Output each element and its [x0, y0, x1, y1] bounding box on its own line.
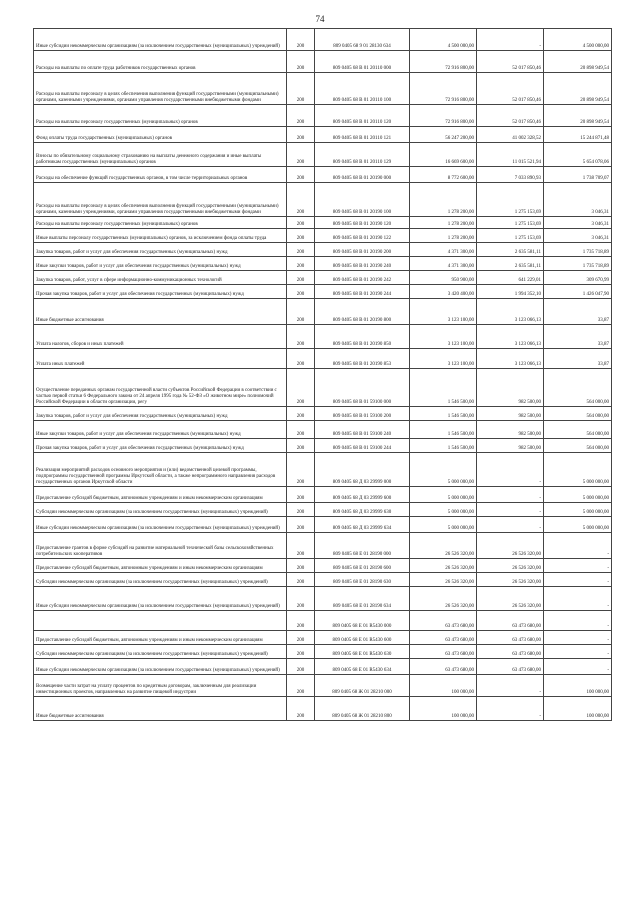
row-code: 200 [287, 369, 315, 407]
budget-table [33, 28, 612, 721]
row-kbk: 809 0405 68 В 01 20110 120 [315, 105, 410, 127]
executed-amount: - [477, 487, 544, 503]
table-row [34, 439, 612, 453]
table-row [34, 229, 612, 243]
executed-amount: 2 635 581,11 [477, 257, 544, 271]
table-row [34, 407, 612, 421]
row-name: Осуществление переданных органам государственной власти субъектов Российской Федерации в соответствии с частью первой статьи 6 Федерального закона от 24 апреля 1995 года № 52-ФЗ «О животном мире» полномочий Российской Федерации в области организации, регу [34, 369, 287, 407]
row-kbk: 809 0405 68 Е 01 28190 000 [315, 533, 410, 559]
approved-amount: 1 278 200,00 [410, 229, 477, 243]
row-kbk: 809 0405 68 Ж 01 28210 000 [315, 675, 410, 697]
table-row [34, 105, 612, 127]
approved-amount: 1 278 200,00 [410, 217, 477, 229]
row-code: 200 [287, 229, 315, 243]
executed-amount: 11 015 521,94 [477, 143, 544, 167]
row-code: 200 [287, 105, 315, 127]
approved-amount: 63 473 680,00 [410, 611, 477, 631]
row-name: Иные бюджетные ассигнования [34, 299, 287, 325]
row-name: Расходы на обеспечение функций государственных органов, в том числе территориальных органов [34, 167, 287, 183]
executed-amount: - [477, 697, 544, 721]
row-kbk: 809 0405 68 В 01 20190 800 [315, 299, 410, 325]
approved-amount: 26 526 320,00 [410, 559, 477, 573]
row-kbk: 809 0405 68 В 01 20190 000 [315, 167, 410, 183]
row-name: Субсидии некоммерческим организациям (за исключением государственных (муниципальных) учреждений) [34, 645, 287, 659]
executed-amount: 26 526 320,00 [477, 587, 544, 611]
approved-amount: 3 123 100,00 [410, 299, 477, 325]
row-kbk: 809 0405 68 Е 01 R5430 634 [315, 659, 410, 675]
row-kbk: 809 0405 68 Д 03 29999 000 [315, 453, 410, 487]
row-name: Реализация мероприятий расходов основного мероприятия и (или) ведомственной целевой программы, подпрограммы государственной программы Иркутской области, а также непрограммного направления расходов государственных органов Иркутской области [34, 453, 287, 487]
row-code: 200 [287, 127, 315, 143]
executed-amount: 63 473 680,00 [477, 631, 544, 645]
unexecuted-amount: 20 898 949,54 [544, 105, 612, 127]
row-kbk: 809 0405 68 В 01 20190 122 [315, 229, 410, 243]
approved-amount: 72 916 800,00 [410, 73, 477, 105]
row-kbk: 809 0405 68 Е 01 28190 600 [315, 559, 410, 573]
approved-amount: 1 546 500,00 [410, 369, 477, 407]
row-name: Предоставление субсидий бюджетным, автономным учреждениям и иным некоммерческим организациям [34, 631, 287, 645]
unexecuted-amount: 20 898 949,54 [544, 73, 612, 105]
executed-amount: 982 500,00 [477, 439, 544, 453]
unexecuted-amount: 564 000,00 [544, 439, 612, 453]
table-row [34, 325, 612, 349]
unexecuted-amount: 5 000 000,00 [544, 487, 612, 503]
row-kbk: 809 0405 68 В 01 20110 000 [315, 51, 410, 73]
executed-amount: 63 473 680,00 [477, 659, 544, 675]
row-name: Закупка товаров, работ и услуг для обеспечения государственных (муниципальных) нужд [34, 243, 287, 257]
row-name: Субсидии некоммерческим организациям (за исключением государственных (муниципальных) учреждений) [34, 573, 287, 587]
approved-amount: 5 000 000,00 [410, 503, 477, 517]
row-kbk: 809 0405 68 В 01 20190 244 [315, 285, 410, 299]
executed-amount: 7 033 890,93 [477, 167, 544, 183]
row-code: 200 [287, 439, 315, 453]
unexecuted-amount: - [544, 533, 612, 559]
row-code: 200 [287, 51, 315, 73]
unexecuted-amount: 3 046,31 [544, 229, 612, 243]
row-name: Взносы по обязательному социальному страхованию на выплаты денежного содержания и иные выплаты работникам государственных (муниципальных) органов [34, 143, 287, 167]
row-name: Расходы на выплаты персоналу государственных (муниципальных) органов [34, 105, 287, 127]
unexecuted-amount: - [544, 611, 612, 631]
unexecuted-amount: 5 000 000,00 [544, 453, 612, 487]
row-name: Предоставление грантов в форме субсидий на развитие материальной технической базы сельскохозяйственных потребительских кооперативов [34, 533, 287, 559]
table-row [34, 167, 612, 183]
table-row [34, 369, 612, 407]
row-kbk: 809 0405 68 В 01 59100 200 [315, 407, 410, 421]
executed-amount: 982 500,00 [477, 407, 544, 421]
approved-amount: 26 526 320,00 [410, 573, 477, 587]
row-kbk: 809 0405 68 Е 01 R5430 630 [315, 645, 410, 659]
approved-amount: 8 772 600,00 [410, 167, 477, 183]
row-kbk: 809 0405 68 9 01 28130 634 [315, 29, 410, 51]
approved-amount: 5 000 000,00 [410, 453, 477, 487]
row-name: Расходы на выплаты персоналу в целях обеспечения выполнения функций государственными (муниципальными) органами, казенными учреждениями, органами управления государственными внебюджетными фондами [34, 183, 287, 217]
row-kbk: 809 0405 68 В 01 20190 200 [315, 243, 410, 257]
approved-amount: 5 000 000,00 [410, 517, 477, 533]
executed-amount: 52 017 850,46 [477, 51, 544, 73]
row-code: 200 [287, 299, 315, 325]
row-name: Иные субсидии некоммерческим организациям (за исключением государственных (муниципальных) учреждений) [34, 587, 287, 611]
row-kbk: 809 0405 68 Е 01 28190 630 [315, 573, 410, 587]
unexecuted-amount: 564 000,00 [544, 369, 612, 407]
row-code: 200 [287, 631, 315, 645]
table-row [34, 51, 612, 73]
unexecuted-amount: - [544, 645, 612, 659]
approved-amount: 1 546 500,00 [410, 439, 477, 453]
executed-amount: 26 526 320,00 [477, 573, 544, 587]
approved-amount: 4 500 000,00 [410, 29, 477, 51]
table-row [34, 517, 612, 533]
table-row [34, 257, 612, 271]
table-row [34, 697, 612, 721]
table-row [34, 421, 612, 439]
row-name: Уплата иных платежей [34, 349, 287, 369]
unexecuted-amount: 15 244 871,48 [544, 127, 612, 143]
row-code: 200 [287, 611, 315, 631]
row-code: 200 [287, 29, 315, 51]
approved-amount: 3 123 100,00 [410, 325, 477, 349]
table-row [34, 183, 612, 217]
table-row [34, 127, 612, 143]
row-name: Уплата налогов, сборов и иных платежей [34, 325, 287, 349]
row-code: 200 [287, 73, 315, 105]
table-row [34, 285, 612, 299]
row-code: 200 [287, 559, 315, 573]
executed-amount: 3 123 066,13 [477, 349, 544, 369]
row-code: 200 [287, 697, 315, 721]
unexecuted-amount: 3 046,31 [544, 217, 612, 229]
row-code: 200 [287, 659, 315, 675]
unexecuted-amount: - [544, 573, 612, 587]
unexecuted-amount: 309 670,99 [544, 271, 612, 285]
table-row [34, 573, 612, 587]
row-code: 200 [287, 143, 315, 167]
row-kbk: 809 0405 68 Д 03 29999 634 [315, 517, 410, 533]
row-code: 200 [287, 407, 315, 421]
approved-amount: 1 546 500,00 [410, 421, 477, 439]
row-code: 200 [287, 285, 315, 299]
row-code: 200 [287, 349, 315, 369]
row-code: 200 [287, 573, 315, 587]
approved-amount: 100 000,00 [410, 675, 477, 697]
row-code: 200 [287, 271, 315, 285]
approved-amount: 63 473 680,00 [410, 645, 477, 659]
row-name: Расходы на выплаты персоналу государственных (муниципальных) органов [34, 217, 287, 229]
table-row [34, 487, 612, 503]
row-kbk: 809 0405 68 В 01 20110 129 [315, 143, 410, 167]
table-row [34, 73, 612, 105]
table-row [34, 659, 612, 675]
executed-amount: 1 275 153,69 [477, 217, 544, 229]
table-row [34, 243, 612, 257]
row-kbk: 809 0405 68 В 01 20110 121 [315, 127, 410, 143]
executed-amount: - [477, 453, 544, 487]
unexecuted-amount: 1 738 709,07 [544, 167, 612, 183]
table-row [34, 299, 612, 325]
approved-amount: 16 669 600,00 [410, 143, 477, 167]
table-row [34, 611, 612, 631]
row-name: Расходы на выплаты персоналу в целях обеспечения выполнения функций государственными (муниципальными) органами, казенными учреждениями, органами управления государственными внебюджетными фондами [34, 73, 287, 105]
executed-amount: - [477, 503, 544, 517]
row-code: 200 [287, 257, 315, 271]
executed-amount: 26 526 320,00 [477, 533, 544, 559]
row-code: 200 [287, 645, 315, 659]
row-name [34, 611, 287, 631]
table-row [34, 675, 612, 697]
unexecuted-amount: 564 000,00 [544, 421, 612, 439]
approved-amount: 56 247 200,00 [410, 127, 477, 143]
row-kbk: 809 0405 68 В 01 59100 244 [315, 439, 410, 453]
table-row [34, 645, 612, 659]
row-name: Возмещение части затрат на уплату процентов по кредитным договорам, заключенным для реализации инвестиционных проектов, направленных на развитие пищевой индустрии [34, 675, 287, 697]
row-kbk: 809 0405 68 Е 01 R5430 000 [315, 611, 410, 631]
approved-amount: 1 546 500,00 [410, 407, 477, 421]
unexecuted-amount: 4 500 000,00 [544, 29, 612, 51]
approved-amount: 5 000 000,00 [410, 487, 477, 503]
row-kbk: 809 0405 68 Д 03 29999 600 [315, 487, 410, 503]
approved-amount: 63 473 680,00 [410, 659, 477, 675]
table-row [34, 587, 612, 611]
row-code: 200 [287, 325, 315, 349]
approved-amount: 72 916 800,00 [410, 51, 477, 73]
row-code: 200 [287, 453, 315, 487]
table-row [34, 503, 612, 517]
row-name: Иные бюджетные ассигнования [34, 697, 287, 721]
row-name: Закупка товаров, работ, услуг в сфере информационно-коммуникационных технологий [34, 271, 287, 285]
row-kbk: 809 0405 68 В 01 20190 242 [315, 271, 410, 285]
executed-amount: 982 500,00 [477, 421, 544, 439]
executed-amount: 52 017 850,46 [477, 73, 544, 105]
row-name: Предоставление субсидий бюджетным, автономным учреждениям и иным некоммерческим организациям [34, 487, 287, 503]
approved-amount: 3 420 400,00 [410, 285, 477, 299]
row-name: Иные субсидии некоммерческим организациям (за исключением государственных (муниципальных) учреждений) [34, 517, 287, 533]
executed-amount: 26 526 320,00 [477, 559, 544, 573]
row-code: 200 [287, 421, 315, 439]
row-code: 200 [287, 487, 315, 503]
approved-amount: 26 526 320,00 [410, 533, 477, 559]
row-kbk: 809 0405 68 В 01 59100 240 [315, 421, 410, 439]
row-kbk: 809 0405 68 В 01 20190 100 [315, 183, 410, 217]
unexecuted-amount: 20 898 949,54 [544, 51, 612, 73]
executed-amount: 41 002 328,52 [477, 127, 544, 143]
row-name: Закупка товаров, работ и услуг для обеспечения государственных (муниципальных) нужд [34, 407, 287, 421]
unexecuted-amount: - [544, 631, 612, 645]
row-code: 200 [287, 503, 315, 517]
row-code: 200 [287, 217, 315, 229]
table-row [34, 29, 612, 51]
row-kbk: 809 0405 68 Д 03 29999 630 [315, 503, 410, 517]
table-row [34, 631, 612, 645]
row-code: 200 [287, 533, 315, 559]
approved-amount: 950 900,00 [410, 271, 477, 285]
row-name: Иные закупки товаров, работ и услуг для обеспечения государственных (муниципальных) нужд [34, 421, 287, 439]
table-row [34, 349, 612, 369]
table-row [34, 559, 612, 573]
unexecuted-amount: - [544, 559, 612, 573]
row-code: 200 [287, 675, 315, 697]
row-kbk: 809 0405 68 Ж 01 28210 800 [315, 697, 410, 721]
unexecuted-amount: 100 000,00 [544, 675, 612, 697]
row-name: Иные закупки товаров, работ и услуг для обеспечения государственных (муниципальных) нужд [34, 257, 287, 271]
executed-amount: 3 123 066,13 [477, 299, 544, 325]
row-name: Фонд оплаты труда государственных (муниципальных) органов [34, 127, 287, 143]
executed-amount: 1 275 153,69 [477, 183, 544, 217]
table-row [34, 271, 612, 285]
unexecuted-amount: 564 000,00 [544, 407, 612, 421]
row-name: Прочая закупка товаров, работ и услуг для обеспечения государственных (муниципальных) нужд [34, 285, 287, 299]
approved-amount: 100 000,00 [410, 697, 477, 721]
row-kbk: 809 0405 68 В 01 20190 240 [315, 257, 410, 271]
row-code: 200 [287, 243, 315, 257]
unexecuted-amount: 5 654 078,06 [544, 143, 612, 167]
unexecuted-amount: 33,87 [544, 325, 612, 349]
row-name: Иные субсидии некоммерческим организациям (за исключением государственных (муниципальных) учреждений) [34, 29, 287, 51]
unexecuted-amount: 5 000 000,00 [544, 517, 612, 533]
unexecuted-amount: 100 000,00 [544, 697, 612, 721]
approved-amount: 3 123 100,00 [410, 349, 477, 369]
row-code: 200 [287, 183, 315, 217]
unexecuted-amount: 33,87 [544, 349, 612, 369]
table-row [34, 453, 612, 487]
approved-amount: 4 371 300,00 [410, 257, 477, 271]
table-row [34, 143, 612, 167]
row-name: Расходы на выплаты по оплате труда работников государственных органов [34, 51, 287, 73]
row-name: Прочая закупка товаров, работ и услуг для обеспечения государственных (муниципальных) нужд [34, 439, 287, 453]
executed-amount: 982 500,00 [477, 369, 544, 407]
row-name: Предоставление субсидий бюджетным, автономным учреждениям и иным некоммерческим организациям [34, 559, 287, 573]
row-kbk: 809 0405 68 В 01 59100 000 [315, 369, 410, 407]
unexecuted-amount: 5 000 000,00 [544, 503, 612, 517]
row-kbk: 809 0405 68 В 01 20190 853 [315, 349, 410, 369]
executed-amount: 641 229,01 [477, 271, 544, 285]
unexecuted-amount: 3 046,31 [544, 183, 612, 217]
executed-amount: - [477, 675, 544, 697]
row-code: 200 [287, 587, 315, 611]
executed-amount: - [477, 517, 544, 533]
approved-amount: 72 916 800,00 [410, 105, 477, 127]
row-name: Иные выплаты персоналу государственных (муниципальных) органов, за исключением фонда оплаты труда [34, 229, 287, 243]
approved-amount: 63 473 680,00 [410, 631, 477, 645]
row-kbk: 809 0405 68 Е 01 28190 634 [315, 587, 410, 611]
approved-amount: 4 371 300,00 [410, 243, 477, 257]
row-kbk: 809 0405 68 В 01 20190 120 [315, 217, 410, 229]
executed-amount: - [477, 29, 544, 51]
executed-amount: 3 123 066,13 [477, 325, 544, 349]
approved-amount: 26 526 320,00 [410, 587, 477, 611]
executed-amount: 63 473 680,00 [477, 645, 544, 659]
approved-amount: 1 278 200,00 [410, 183, 477, 217]
unexecuted-amount: 1 735 718,89 [544, 257, 612, 271]
unexecuted-amount: - [544, 587, 612, 611]
unexecuted-amount: 33,87 [544, 299, 612, 325]
page-number: 74 [315, 14, 325, 24]
table-row [34, 533, 612, 559]
unexecuted-amount: - [544, 659, 612, 675]
row-kbk: 809 0405 68 Е 01 R5430 600 [315, 631, 410, 645]
executed-amount: 2 635 581,11 [477, 243, 544, 257]
unexecuted-amount: 1 735 718,89 [544, 243, 612, 257]
executed-amount: 63 473 680,00 [477, 611, 544, 631]
unexecuted-amount: 1 426 047,90 [544, 285, 612, 299]
row-kbk: 809 0405 68 В 01 20190 850 [315, 325, 410, 349]
row-name: Субсидии некоммерческим организациям (за исключением государственных (муниципальных) учреждений) [34, 503, 287, 517]
row-code: 200 [287, 517, 315, 533]
executed-amount: 1 275 153,69 [477, 229, 544, 243]
table-row [34, 217, 612, 229]
row-name: Иные субсидии некоммерческим организациям (за исключением государственных (муниципальных) учреждений) [34, 659, 287, 675]
row-code: 200 [287, 167, 315, 183]
executed-amount: 1 994 352,10 [477, 285, 544, 299]
row-kbk: 809 0405 68 В 01 20110 100 [315, 73, 410, 105]
executed-amount: 52 017 850,46 [477, 105, 544, 127]
